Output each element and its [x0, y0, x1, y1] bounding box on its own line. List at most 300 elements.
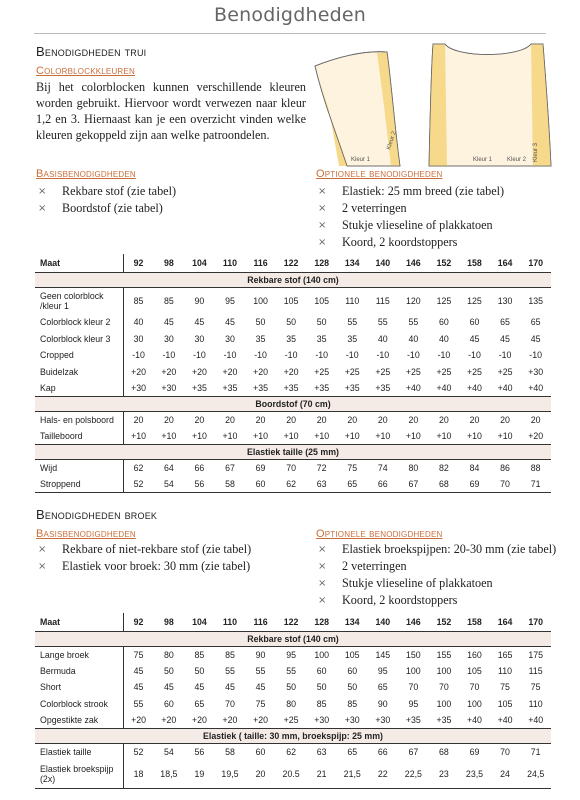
table-cell: -10	[468, 350, 481, 361]
table-cell: 55	[347, 317, 358, 328]
table-cell: 63	[306, 476, 337, 493]
trui-optioneel-item	[318, 200, 504, 217]
table-row	[35, 744, 551, 761]
size-header-cell: 98	[154, 613, 185, 631]
table-cell: 120	[406, 295, 421, 306]
table-cell: +30	[344, 715, 360, 725]
table-cell: 54	[154, 476, 185, 493]
size-header-cell: 158	[459, 613, 490, 631]
size-header-cell: 140	[368, 613, 399, 631]
table-cell: 150	[406, 649, 421, 660]
table-cell: 55	[225, 665, 235, 676]
table-cell: 52	[123, 476, 154, 493]
table-cell: +30	[123, 380, 154, 397]
garment-colorblock-illustration	[305, 40, 553, 168]
table-cell: 75	[500, 682, 510, 693]
table-cell: 50	[316, 317, 327, 328]
table-cell: 19	[184, 760, 215, 788]
table-cell: +25	[436, 366, 452, 377]
table-cell: +10	[253, 431, 269, 441]
table-cell: +10	[161, 431, 177, 441]
table-cell: 95	[225, 295, 235, 306]
table-cell: 35	[347, 333, 358, 344]
table-cell: 20	[245, 760, 276, 788]
section-row	[35, 631, 551, 646]
table-cell: +35	[344, 383, 360, 393]
color-label: Kleur 3	[533, 142, 539, 162]
table-row	[35, 646, 551, 663]
table-cell: -10	[345, 350, 359, 361]
bullet-x-icon: ×	[318, 595, 327, 606]
table-cell: 45	[225, 682, 235, 693]
table-cell: +35	[314, 383, 330, 393]
trui-optioneel-item-text: Stukje vlieseline of plakkatoen	[342, 218, 493, 232]
table-cell: 82	[439, 463, 449, 473]
broek-size-table	[35, 613, 551, 789]
row-label: Colorblock kleur 2	[40, 317, 111, 328]
section-title: Elastiek ( taille: 30 mm, broekspijp: 25 mm)	[35, 729, 551, 744]
table-cell: +10	[467, 431, 482, 441]
row-label: Geen colorblock /kleur 1	[40, 290, 104, 311]
table-row	[35, 460, 551, 477]
table-cell: 60	[245, 476, 276, 493]
table-cell: +10	[314, 431, 330, 441]
table-cell: 20	[500, 415, 510, 425]
table-cell: 40	[377, 333, 388, 344]
page-title: Benodigdheden	[214, 4, 366, 26]
table-cell: +10	[497, 431, 513, 441]
table-cell: 155	[436, 649, 452, 660]
table-cell: 56	[194, 747, 205, 757]
broek-optioneel-list	[318, 541, 556, 609]
table-cell: 65	[337, 476, 368, 493]
broek-optioneel-item-text: Stukje vlieseline of plakkatoen	[342, 576, 493, 590]
table-cell: 45	[123, 663, 154, 680]
row-label: Lange broek	[40, 649, 89, 660]
table-cell: 72	[316, 463, 327, 473]
table-cell: 80	[163, 649, 174, 660]
table-cell: 50	[286, 682, 296, 693]
broek-optioneel-item	[318, 558, 556, 575]
table-cell: -10	[407, 350, 420, 361]
table-cell: 54	[163, 747, 174, 757]
trui-optioneel-list	[318, 183, 504, 251]
size-header-cell: 116	[245, 613, 276, 631]
table-row	[35, 476, 551, 493]
table-cell: 45	[163, 317, 174, 328]
trui-basis-list	[38, 183, 176, 217]
table-cell: 19,5	[215, 760, 246, 788]
size-header-cell: 104	[184, 613, 215, 631]
broek-heading: Benodigdheden broek	[36, 507, 158, 522]
table-row	[35, 760, 551, 788]
table-cell: 69	[469, 747, 480, 757]
table-cell: 21	[306, 760, 337, 788]
table-cell: 85	[163, 295, 174, 306]
table-cell: 115	[528, 665, 543, 676]
bullet-x-icon: ×	[318, 237, 327, 248]
table-cell: 90	[377, 698, 388, 709]
table-cell: +25	[344, 366, 360, 377]
table-cell: 20.5	[276, 760, 307, 788]
size-header-cell: 170	[520, 613, 551, 631]
table-cell: +40	[528, 715, 544, 725]
table-cell: +10	[344, 431, 360, 441]
table-cell: 70	[500, 747, 510, 757]
color-label: Kleur 1	[351, 157, 371, 163]
table-cell: 69	[255, 463, 266, 473]
table-cell: 24	[490, 760, 521, 788]
table-cell: 45	[194, 682, 205, 693]
table-cell: 110	[345, 295, 360, 306]
colorblock-paragraph: Bij het colorblocken kunnen verschillende kleuren worden gebruikt. Hiervoor wordt verwezen naar kleur 1,2 en 3. Hiernaast kan je een overzicht vinden welke kleuren gekoppeld zijn aan welke patroondelen.	[36, 80, 306, 142]
table-cell: +20	[253, 715, 269, 725]
table-cell: 60	[439, 317, 449, 328]
table-cell: -10	[437, 350, 451, 361]
table-cell: 23	[429, 760, 460, 788]
section-title: Rekbare stof (140 cm)	[35, 272, 551, 287]
sleeve-pattern-piece	[315, 52, 400, 166]
section-row	[35, 272, 551, 287]
table-cell: -10	[498, 350, 512, 361]
section-title: Elastiek taille (25 mm)	[35, 445, 551, 460]
table-cell: 45	[194, 317, 205, 328]
table-cell: 20	[377, 415, 388, 425]
trui-basis-item-text: Boordstof (zie tabel)	[62, 201, 163, 215]
table-cell: 60	[316, 665, 327, 676]
row-label: Elastiek taille	[40, 747, 92, 757]
table-row	[35, 347, 551, 364]
table-row	[35, 679, 551, 696]
table-cell: 69	[459, 476, 490, 493]
table-cell: 100	[436, 698, 452, 709]
broek-optioneel-heading: Optionele benodigdheden	[316, 528, 443, 540]
broek-basis-item	[38, 558, 251, 575]
size-header-cell: 116	[245, 254, 276, 272]
table-cell: 125	[436, 295, 452, 306]
table-cell: +20	[191, 366, 207, 377]
table-cell: 55	[286, 665, 296, 676]
table-row	[35, 712, 551, 729]
table-cell: 100	[314, 649, 330, 660]
table-cell: 105	[467, 665, 482, 676]
table-cell: +40	[497, 383, 513, 393]
table-cell: -10	[315, 350, 329, 361]
table-cell: 105	[497, 698, 513, 709]
trui-basis-item-text: Rekbare stof (zie tabel)	[62, 184, 177, 198]
table-cell: +25	[283, 715, 299, 725]
broek-optioneel-item-text: Koord, 2 koordstoppers	[342, 593, 458, 607]
table-cell: +35	[405, 715, 421, 725]
table-header-row	[35, 254, 551, 272]
table-cell: 105	[283, 295, 299, 306]
trui-optioneel-item	[318, 217, 504, 234]
table-cell: 18	[123, 760, 154, 788]
table-row	[35, 314, 551, 331]
table-cell: -10	[123, 347, 154, 364]
table-cell: 65	[500, 317, 510, 328]
size-header-cell: 128	[306, 613, 337, 631]
table-cell: +10	[222, 431, 238, 441]
row-label: Colorblock kleur 3	[40, 333, 111, 344]
table-cell: 115	[375, 295, 390, 306]
size-header-cell: 92	[123, 613, 154, 631]
table-cell: 35	[316, 333, 327, 344]
broek-optioneel-item-text: Elastiek broekspijpen: 20-30 mm (zie tabel)	[342, 542, 557, 556]
table-cell: +20	[253, 366, 269, 377]
table-cell: +35	[436, 715, 452, 725]
table-cell: 70	[439, 682, 449, 693]
table-cell: 21,5	[337, 760, 368, 788]
table-cell: 50	[347, 682, 358, 693]
row-label: Short	[40, 682, 62, 693]
bullet-x-icon: ×	[38, 561, 47, 572]
table-cell: 60	[469, 317, 480, 328]
table-cell: +25	[467, 366, 482, 377]
table-cell: 71	[530, 747, 541, 757]
table-cell: +30	[375, 715, 391, 725]
table-cell: 52	[123, 744, 154, 761]
size-header-label: Maat	[35, 613, 123, 631]
table-cell: 18,5	[154, 760, 185, 788]
table-cell: +40	[467, 383, 482, 393]
table-cell: +35	[283, 383, 299, 393]
color-label: Kleur 2	[507, 157, 527, 163]
table-cell: 62	[123, 460, 154, 477]
table-cell: 70	[408, 682, 419, 693]
table-cell: -10	[284, 350, 298, 361]
table-cell: -10	[254, 350, 267, 361]
table-cell: -10	[193, 350, 206, 361]
size-header-cell: 110	[215, 254, 246, 272]
table-cell: 24,5	[520, 760, 551, 788]
size-header-cell: 164	[490, 613, 521, 631]
table-cell: +10	[123, 428, 154, 445]
table-cell: 64	[163, 463, 174, 473]
table-cell: 20	[530, 415, 541, 425]
table-cell: 68	[439, 747, 449, 757]
table-row	[35, 287, 551, 314]
trui-optioneel-item	[318, 234, 504, 251]
table-cell: 20	[286, 415, 296, 425]
table-cell: 20	[225, 415, 235, 425]
row-label: Wijd	[40, 463, 58, 473]
table-cell: 75	[123, 646, 154, 663]
table-cell: 50	[255, 317, 266, 328]
table-row	[35, 696, 551, 713]
table-cell: 67	[225, 463, 235, 473]
section-row	[35, 729, 551, 744]
table-cell: 40	[123, 314, 154, 331]
table-cell: +20	[123, 364, 154, 381]
table-cell: +40	[405, 383, 421, 393]
table-row	[35, 380, 551, 397]
table-cell: 58	[215, 476, 246, 493]
table-cell: 75	[347, 463, 358, 473]
table-cell: 67	[408, 747, 419, 757]
table-cell: 110	[498, 665, 513, 676]
table-cell: 23,5	[459, 760, 490, 788]
size-header-cell: 134	[337, 254, 368, 272]
table-cell: 75	[530, 682, 541, 693]
table-cell: 70	[286, 463, 296, 473]
table-cell: 100	[467, 698, 482, 709]
table-cell: +25	[405, 366, 421, 377]
broek-basis-list	[38, 541, 251, 575]
bullet-x-icon: ×	[318, 220, 327, 231]
table-cell: 30	[225, 333, 235, 344]
table-cell: 68	[429, 476, 460, 493]
table-cell: 100	[406, 665, 421, 676]
table-cell: 66	[377, 747, 388, 757]
table-cell: -10	[162, 350, 176, 361]
table-cell: 105	[344, 649, 360, 660]
table-row	[35, 428, 551, 445]
bullet-x-icon: ×	[318, 544, 327, 555]
size-header-label: Maat	[35, 254, 123, 272]
table-cell: +20	[161, 715, 177, 725]
table-cell: 70	[490, 476, 521, 493]
table-cell: 55	[255, 665, 266, 676]
table-cell: +30	[528, 366, 544, 377]
table-cell: 65	[194, 698, 205, 709]
table-cell: +20	[123, 712, 154, 729]
table-cell: +20	[283, 366, 299, 377]
table-cell: -10	[529, 350, 543, 361]
size-header-cell: 98	[154, 254, 185, 272]
trui-optioneel-item-text: Elastiek: 25 mm breed (zie tabel)	[342, 184, 505, 198]
table-cell: 20	[408, 415, 419, 425]
table-cell: 86	[500, 463, 510, 473]
table-cell: +20	[528, 431, 544, 441]
row-label: Tailleboord	[40, 431, 83, 441]
table-cell: 35	[286, 333, 296, 344]
table-cell: 62	[286, 747, 296, 757]
table-cell: 45	[255, 682, 266, 693]
table-cell: 105	[314, 295, 330, 306]
table-cell: +40	[528, 383, 544, 393]
broek-basis-item-text: Elastiek voor broek: 30 mm (zie tabel)	[62, 559, 251, 573]
bullet-x-icon: ×	[38, 203, 47, 214]
size-header-cell: 110	[215, 613, 246, 631]
table-cell: 88	[530, 463, 541, 473]
color-label: Kleur 1	[473, 157, 493, 163]
table-cell: 56	[184, 476, 215, 493]
broek-basis-item	[38, 541, 251, 558]
table-cell: 20	[347, 415, 358, 425]
table-row	[35, 412, 551, 429]
table-cell: 74	[377, 463, 388, 473]
row-label: Bermuda	[40, 665, 76, 676]
table-cell: 40	[439, 333, 449, 344]
table-cell: 30	[123, 331, 154, 348]
size-header-cell: 122	[276, 613, 307, 631]
table-cell: 40	[408, 333, 419, 344]
bullet-x-icon: ×	[318, 186, 327, 197]
table-cell: 20	[194, 415, 205, 425]
table-cell: 95	[408, 698, 419, 709]
row-label: Stroppend	[35, 476, 123, 493]
table-cell: 135	[528, 295, 543, 306]
table-cell: 20	[123, 412, 154, 429]
size-header-cell: 170	[520, 254, 551, 272]
bullet-x-icon: ×	[318, 203, 327, 214]
table-cell: +20	[222, 715, 238, 725]
table-cell: 50	[286, 317, 296, 328]
table-cell: 30	[163, 333, 174, 344]
table-cell: 125	[467, 295, 482, 306]
size-header-cell: 104	[184, 254, 215, 272]
table-cell: 22,5	[398, 760, 429, 788]
table-cell: 45	[469, 333, 480, 344]
body-pattern-piece	[429, 44, 551, 166]
trui-optioneel-heading: Optionele benodigdheden	[316, 168, 443, 180]
broek-basis-item-text: Rekbare of niet-rekbare stof (zie tabel)	[62, 542, 252, 556]
bullet-x-icon: ×	[38, 186, 47, 197]
table-cell: +40	[436, 383, 452, 393]
table-cell: 160	[467, 649, 482, 660]
table-cell: +10	[283, 431, 299, 441]
trui-basis-item	[38, 200, 176, 217]
row-label: Elastiek broekspijp (2x)	[35, 760, 123, 788]
table-cell: 80	[408, 463, 419, 473]
table-cell: +40	[497, 715, 513, 725]
table-cell: 66	[368, 476, 399, 493]
table-cell: 145	[375, 649, 391, 660]
table-row	[35, 364, 551, 381]
table-cell: 85	[225, 649, 235, 660]
table-cell: 75	[255, 698, 266, 709]
table-cell: 60	[347, 665, 358, 676]
table-cell: 63	[316, 747, 327, 757]
table-cell: 70	[469, 682, 480, 693]
table-cell: +10	[191, 431, 207, 441]
table-cell: +10	[436, 431, 452, 441]
section-row	[35, 445, 551, 460]
table-cell: 22	[368, 760, 399, 788]
table-cell: +25	[497, 366, 513, 377]
table-cell: 45	[530, 333, 541, 344]
table-cell: 62	[276, 476, 307, 493]
trui-optioneel-item-text: Koord, 2 koordstoppers	[342, 235, 458, 249]
table-cell: 65	[347, 747, 358, 757]
table-cell: 90	[255, 649, 266, 660]
trui-heading: Benodigdheden trui	[36, 44, 147, 59]
table-cell: 85	[123, 287, 154, 314]
table-row	[35, 331, 551, 348]
table-cell: +30	[314, 715, 330, 725]
table-header-row	[35, 613, 551, 631]
trui-size-table	[35, 254, 551, 493]
size-header-cell: 152	[429, 254, 460, 272]
table-cell: 58	[225, 747, 235, 757]
table-cell: +30	[161, 383, 177, 393]
table-cell: 80	[286, 698, 296, 709]
table-cell: 20	[163, 415, 174, 425]
table-cell: 45	[500, 333, 510, 344]
trui-optioneel-item-text: 2 veterringen	[342, 201, 407, 215]
size-header-cell: 92	[123, 254, 154, 272]
broek-optioneel-item	[318, 575, 556, 592]
table-cell: +35	[375, 383, 391, 393]
bullet-x-icon: ×	[318, 578, 327, 589]
table-cell: +25	[314, 366, 330, 377]
color-label: Kleur 2	[386, 130, 398, 151]
broek-basis-heading: Basisbenodigdheden	[36, 528, 136, 540]
row-label: Cropped	[40, 350, 74, 361]
bullet-x-icon: ×	[38, 544, 47, 555]
table-cell: +40	[467, 715, 482, 725]
